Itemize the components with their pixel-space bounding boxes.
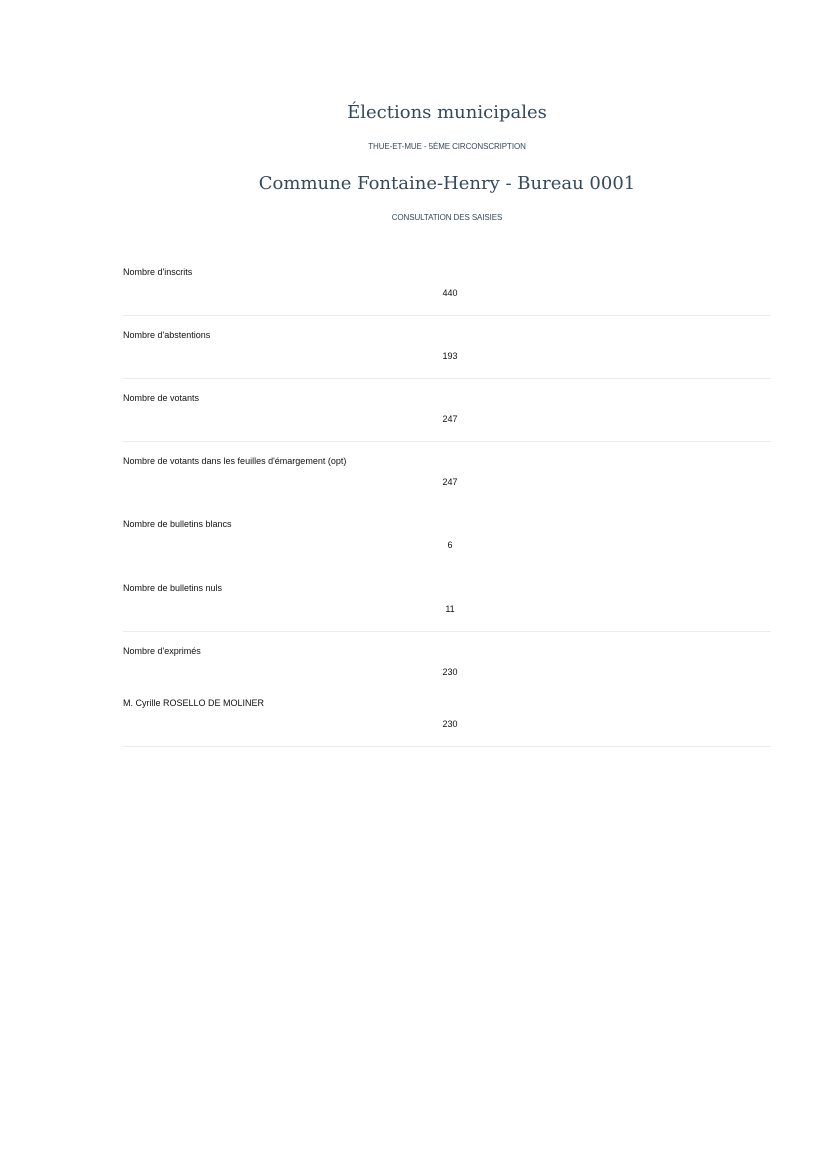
commune-bureau-heading: Commune Fontaine-Henry - Bureau 0001 <box>258 173 636 194</box>
row-divider <box>123 378 771 379</box>
row-divider <box>123 746 771 747</box>
row-value: 247 <box>442 414 458 424</box>
page-title: Élections municipales <box>347 102 547 123</box>
row-label: Nombre d'inscrits <box>123 267 193 277</box>
row-value: 247 <box>442 477 458 487</box>
row-divider <box>123 315 771 316</box>
row-label: Nombre d'abstentions <box>123 330 211 340</box>
row-divider <box>123 631 771 632</box>
section-heading: CONSULTATION DES SAISIES <box>391 213 503 222</box>
row-value: 230 <box>442 719 458 729</box>
row-label: Nombre d'exprimés <box>123 646 201 656</box>
row-value: 193 <box>442 351 458 361</box>
row-value: 11 <box>445 604 455 614</box>
row-label: Nombre de bulletins nuls <box>123 583 223 593</box>
circonscription-subtitle: THUE-ET-MUE - 5ÈME CIRCONSCRIPTION <box>368 142 526 151</box>
row-label: Nombre de bulletins blancs <box>123 519 232 529</box>
row-label: M. Cyrille ROSELLO DE MOLINER <box>123 698 265 708</box>
row-label: Nombre de votants dans les feuilles d'émargement (opt) <box>123 456 347 466</box>
row-value: 230 <box>442 667 458 677</box>
row-value: 440 <box>442 288 458 298</box>
row-value: 6 <box>447 540 453 550</box>
row-divider <box>123 441 771 442</box>
row-label: Nombre de votants <box>123 393 200 403</box>
